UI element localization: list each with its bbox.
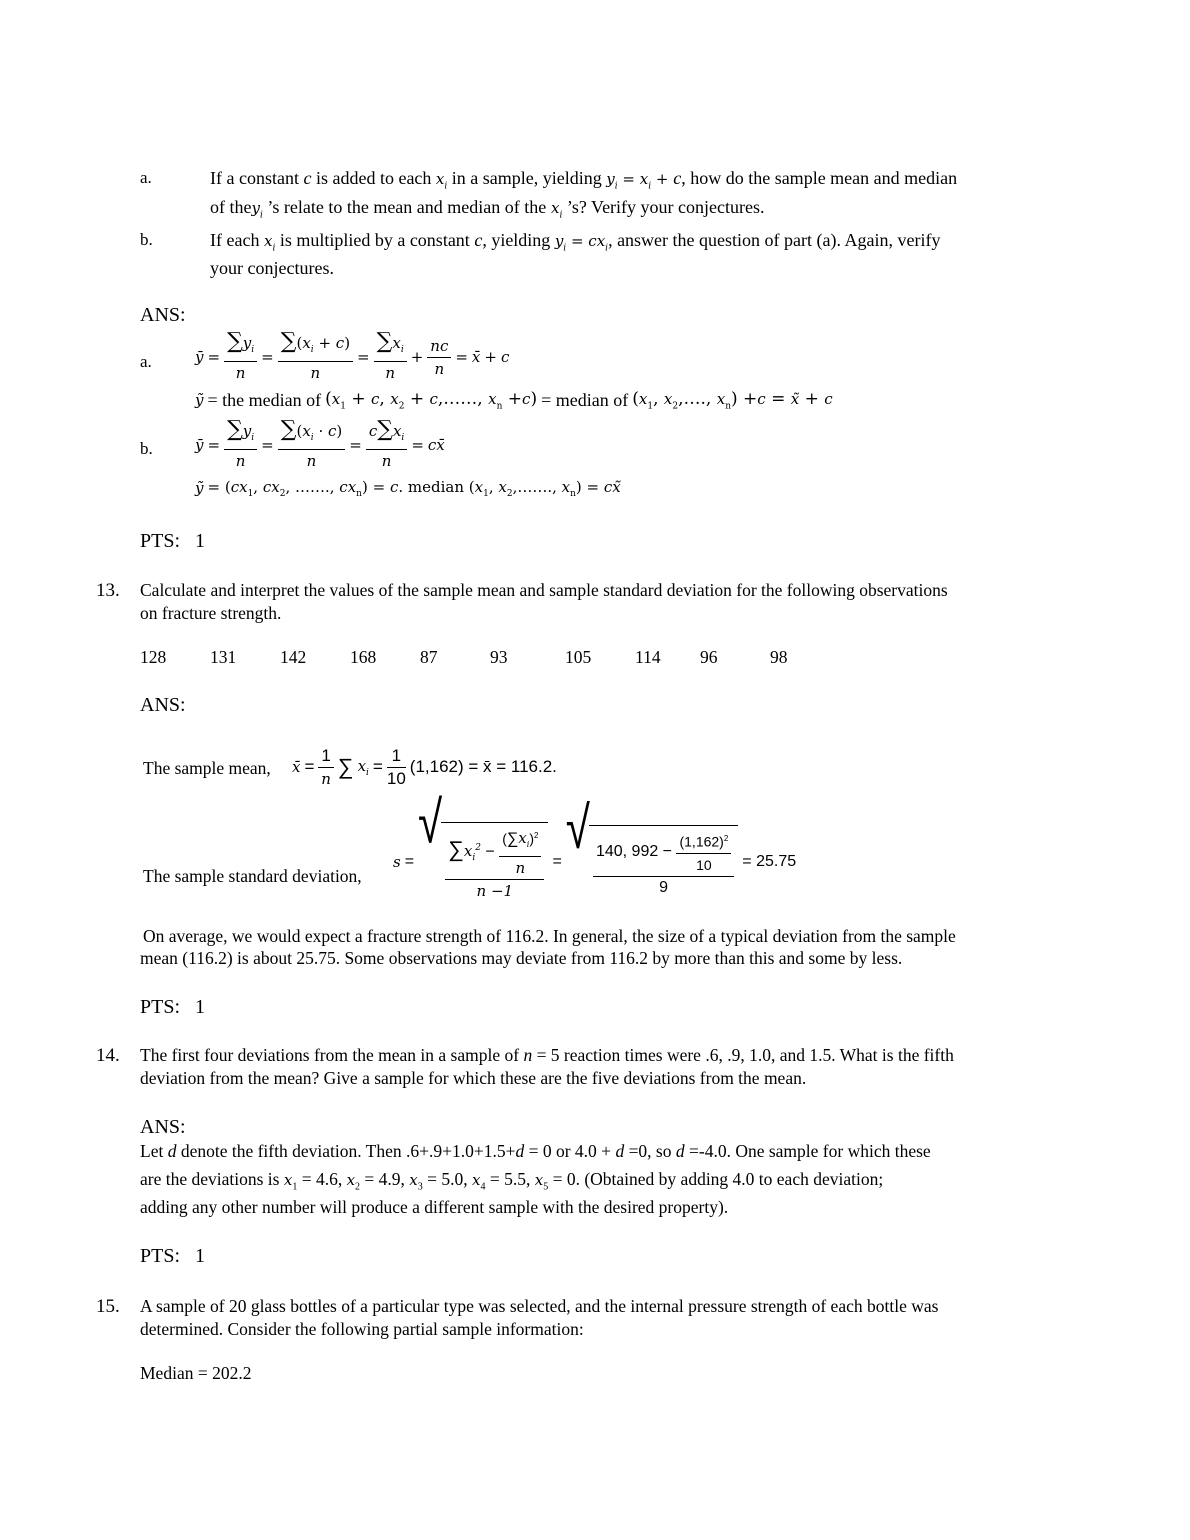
observation-value: 98 <box>770 647 788 667</box>
observation-value: 128 <box>140 647 167 667</box>
equation-median-scale: ỹ = ($cx_1$, $cx_2$, ……., $cx_n) = c$. median ($x_1$, $x_2,\dots\dots$., $x_n$) = cx̃ <box>195 477 621 499</box>
ans-label-13: ANS: <box>140 694 186 716</box>
observations-row <box>140 646 810 669</box>
part-b-line-2: your conjectures. <box>210 258 334 278</box>
interpretation-line-2: mean (116.2) is about 25.75. Some observations may deviate from 116.2 by more than this and some by less. <box>140 948 903 968</box>
observation-value: 114 <box>635 647 661 667</box>
question-15-number: 15. <box>96 1296 120 1317</box>
ans-a-label: a. <box>140 352 152 371</box>
observation-value: 142 <box>280 647 307 667</box>
equation-median-shift: ỹ = the median of ($x_1 + c$, $x_2$ + c,……, $x_n +c$) = median of ($x_1$, $x_2,\dots$., $x_n) +c$ = x̃ + c <box>195 388 833 412</box>
observation-value: 131 <box>210 647 237 667</box>
part-a-line-2: of they$_i$ ’s relate to the mean and median of the $x_i$ ’s? Verify your conjectures. <box>210 197 765 221</box>
part-a-label: a. <box>140 168 152 187</box>
question-14-line-1: The first four deviations from the mean in a sample of n = 5 reaction times were .6, .9, 1.0, and 1.5. What is the fifth <box>140 1045 954 1065</box>
interpretation-line-1: On average, we would expect a fracture strength of 116.2. In general, the size of a typical deviation from the sample <box>143 926 956 946</box>
ans-b-label: b. <box>140 439 153 458</box>
question-14-line-2: deviation from the mean? Give a sample for which these are the five deviations from the mean. <box>140 1068 807 1088</box>
answer-14-line-1: Let d denote the fifth deviation. Then .6+.9+1.0+1.5+d = 0 or 4.0 + d =0, so d =-4.0. One sample for which these <box>140 1141 931 1161</box>
pts-label-12: PTS: 1 <box>140 530 206 552</box>
pts-label-14: PTS: 1 <box>140 1245 206 1267</box>
equation-mean-scale: ȳ = $\frac{\sum y_i}{n}$ = $\frac{\sum(x_i \cdot c)}{n}$ = $\frac{c\sum x_i}{n}$ = cx̄ <box>195 416 445 470</box>
observation-value: 87 <box>420 647 438 667</box>
equation-sample-sd: s = √ $\sum x_i^2$ − $\frac{(\sum x_i)^2}{n}$ n −1 = √ 140, 992 − $\frac{(1,162)^2}{10}$ 9 = 25.75 <box>393 789 797 901</box>
part-b-line-1: If each $x_i$ is multiplied by a constant c, yielding $y_i = cx_i$, answer the question of part (a). Again, verify <box>210 230 941 254</box>
part-b-label: b. <box>140 230 153 249</box>
answer-14-line-3: adding any other number will produce a different sample with the desired property). <box>140 1197 729 1217</box>
observation-value: 168 <box>350 647 377 667</box>
ans-label-12: ANS: <box>140 304 186 326</box>
median-value: Median = 202.2 <box>140 1363 252 1383</box>
part-a-line-1: If a constant c is added to each $x_i$ in a sample, yielding $y_i = x_i + c$, how do the sample mean and median <box>210 168 958 192</box>
question-14-number: 14. <box>96 1045 120 1066</box>
question-15-line-1: A sample of 20 glass bottles of a particular type was selected, and the internal pressure strength of each bottle was <box>140 1296 939 1316</box>
equation-mean-shift: ȳ = $\frac{\sum y_i}{n}$ = $\frac{\sum(x_i + c)}{n}$ = $\frac{\sum x_i}{n}$ + $\frac{nc}{n}$ = x̄ + c <box>195 328 510 382</box>
question-13-line-1: Calculate and interpret the values of the sample mean and sample standard deviation for the following observations <box>140 580 948 600</box>
sample-mean-label: The sample mean, <box>143 758 271 778</box>
ans-label-14: ANS: <box>140 1116 186 1138</box>
observation-value: 96 <box>700 647 718 667</box>
observation-value: 105 <box>565 647 592 667</box>
question-15-line-2: determined. Consider the following partial sample information: <box>140 1319 584 1339</box>
observation-value: 93 <box>490 647 508 667</box>
equation-sample-mean: x̄ = $\frac{1}{n}$ ∑ $x_i$ = $\frac{1}{10}$ (1,162) = x̄ = 116.2. <box>292 745 557 788</box>
sample-sd-label: The sample standard deviation, <box>143 866 362 886</box>
pts-label-13: PTS: 1 <box>140 996 206 1018</box>
question-13-number: 13. <box>96 580 120 601</box>
answer-14-line-2: are the deviations is $x_1 = 4.6$, $x_2 = 4.9$, $x_3 = 5.0$, $x_4 = 5.5$, $x_5 = 0$. (Obtained by adding 4.0 to each deviation; <box>140 1169 884 1193</box>
question-13-line-2: on fracture strength. <box>140 603 282 623</box>
